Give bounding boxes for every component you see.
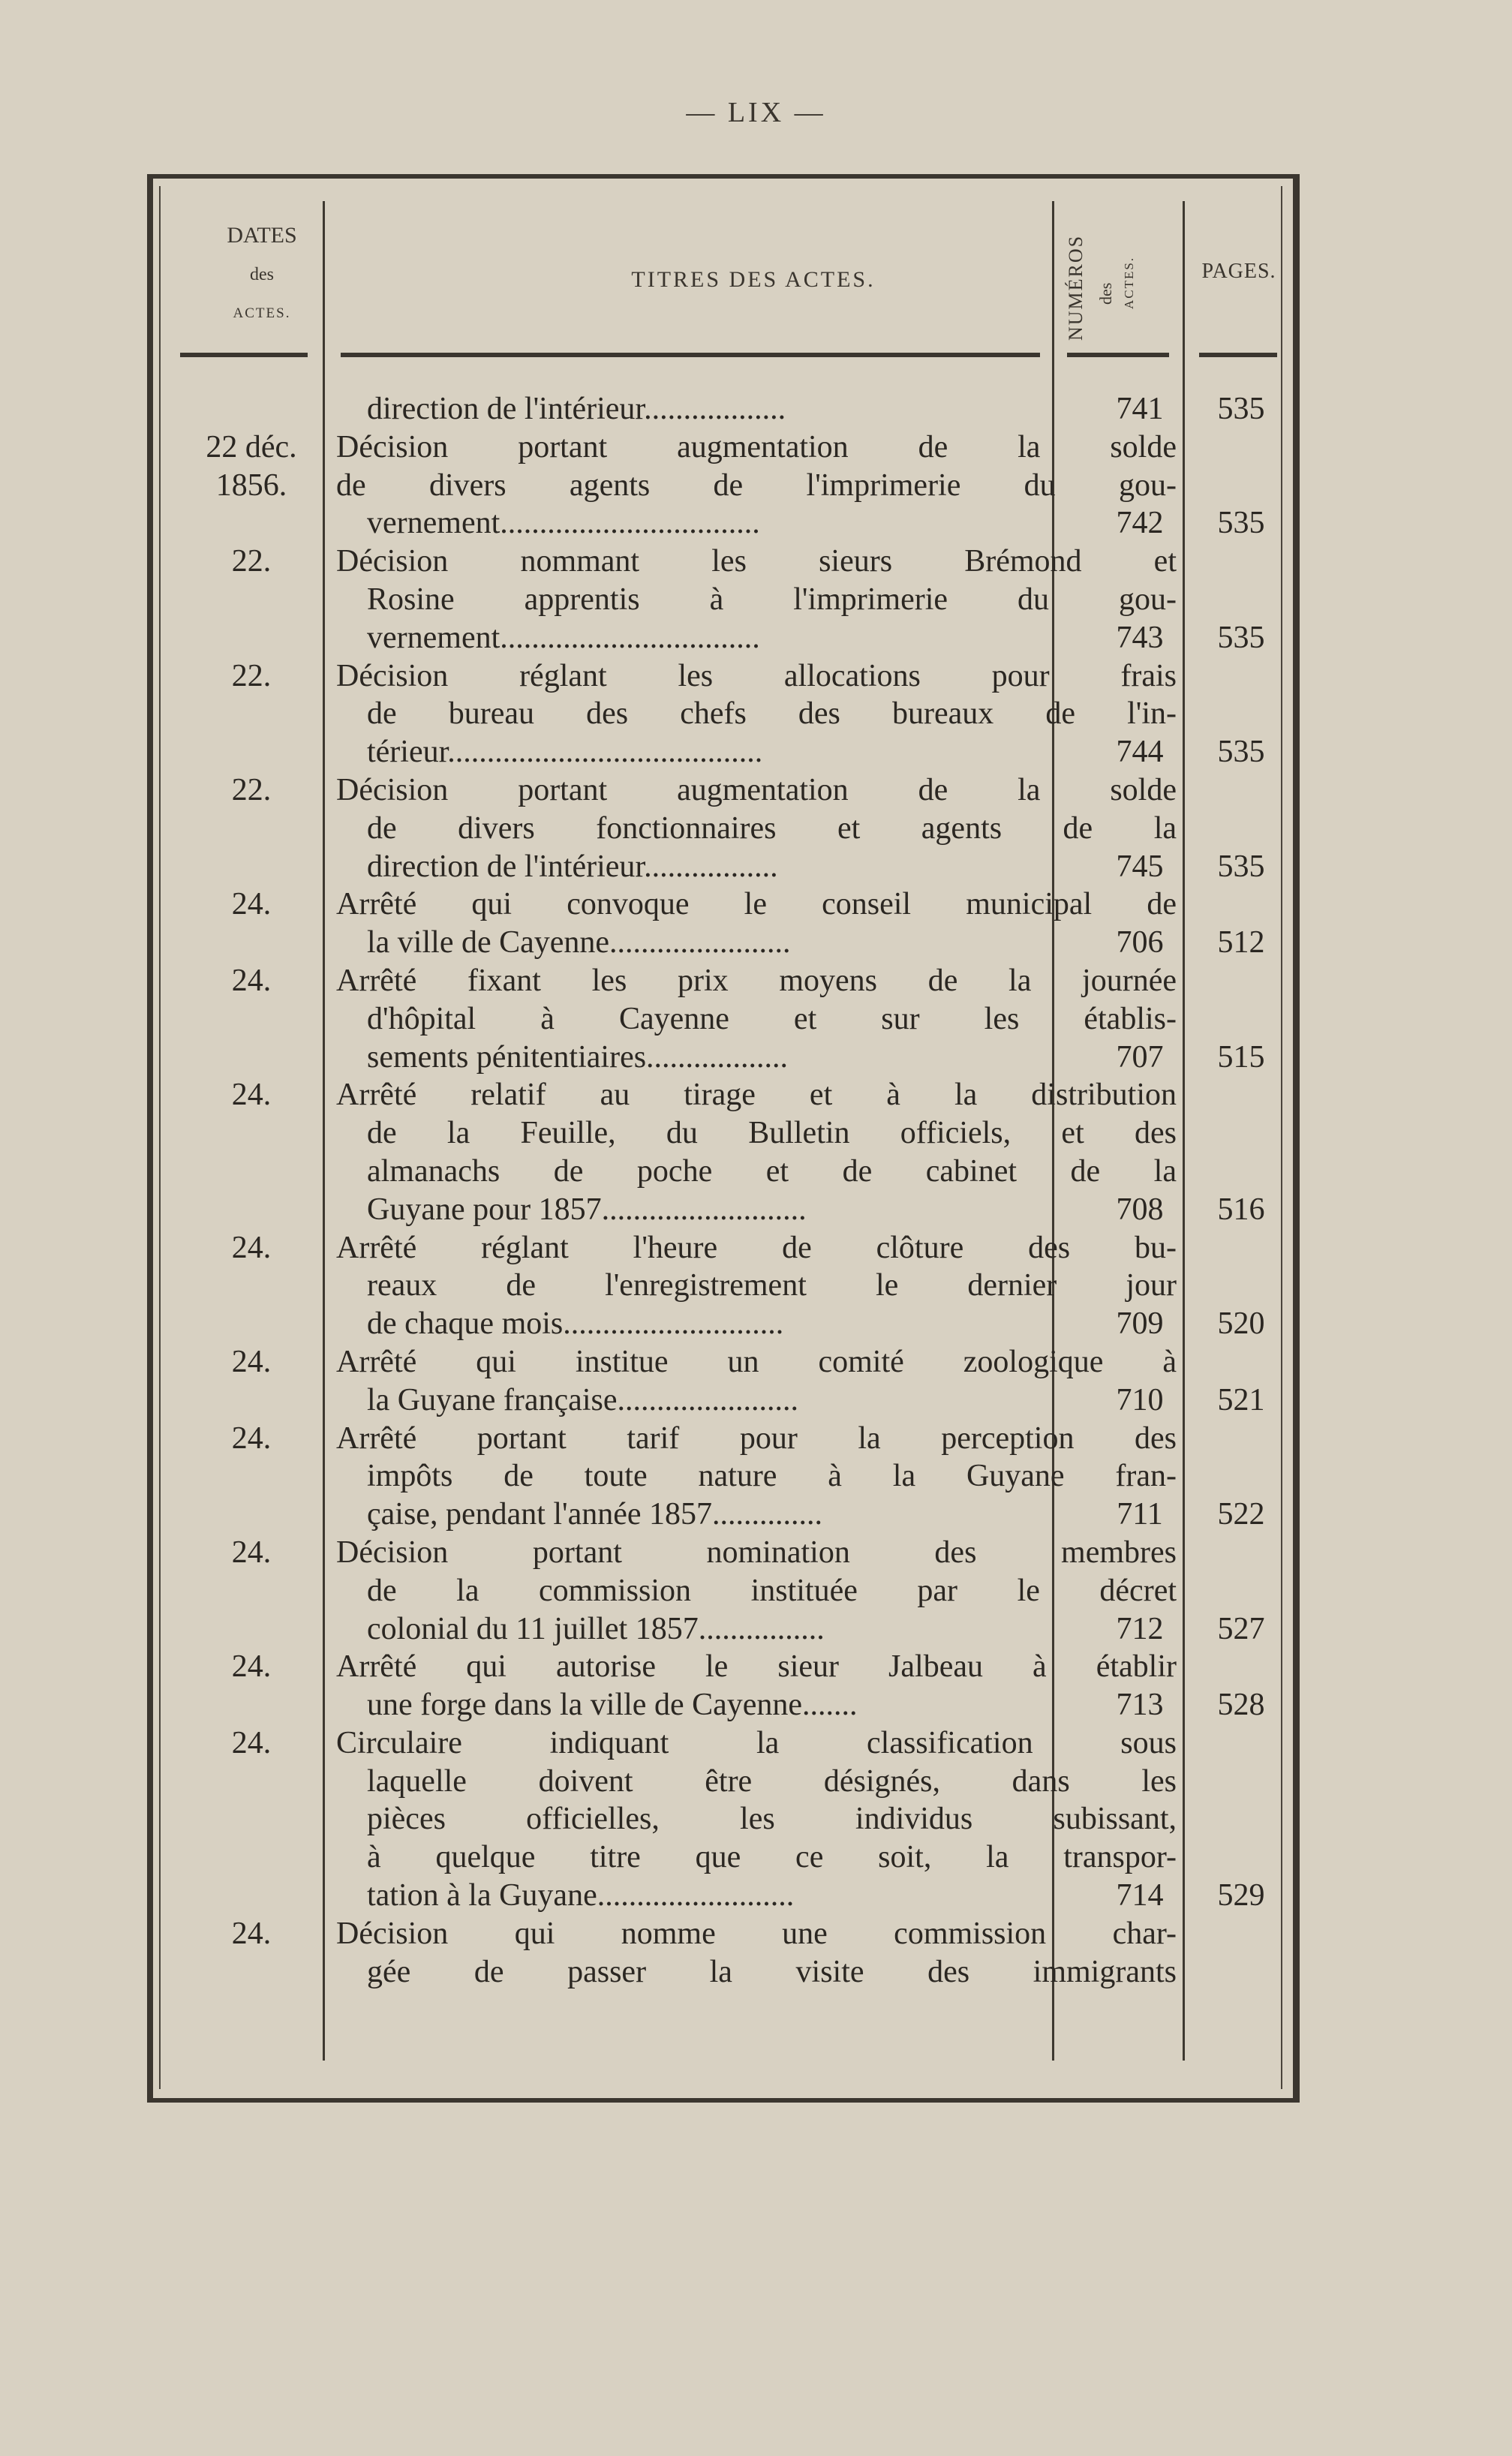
act-title: Arrêté qui autorise le sieur Jalbeau à établir (336, 1649, 1177, 1685)
act-title: Décision portant augmentation de la solde (336, 772, 1177, 807)
header-pages: PAGES. (1201, 260, 1276, 283)
table-body (153, 390, 1306, 1991)
act-page: 535 (1217, 735, 1265, 770)
act-page: 529 (1217, 1878, 1265, 1913)
act-title: gée de passer la visite des immigrants (367, 1954, 1177, 1989)
act-title: la Guyane française....................... (367, 1382, 798, 1417)
table-line (153, 848, 1306, 886)
table-line (153, 1153, 1306, 1191)
table-line (153, 1076, 1306, 1114)
act-date: 22 déc. (206, 429, 297, 464)
act-page: 516 (1217, 1192, 1265, 1227)
act-title: Arrêté réglant l'heure de clôture des bu- (336, 1230, 1177, 1265)
act-page: 535 (1217, 506, 1265, 541)
table-line (153, 1457, 1306, 1496)
act-page: 527 (1217, 1611, 1265, 1646)
act-number: 714 (1116, 1878, 1164, 1913)
header-dates (180, 216, 344, 333)
act-title: Rosine apprentis à l'imprimerie du gou- (367, 582, 1177, 617)
act-title: de chaque mois............................ (367, 1306, 784, 1342)
act-title: d'hôpital à Cayenne et sur les établis- (367, 1001, 1177, 1036)
act-date: 24. (231, 1078, 272, 1113)
act-date: 22. (231, 544, 272, 579)
table-line (153, 1838, 1306, 1877)
act-number: 742 (1116, 506, 1164, 541)
act-date: 22. (231, 772, 272, 807)
table-line (153, 1343, 1306, 1381)
act-title: Arrêté relatif au tirage et à la distribution (336, 1078, 1177, 1113)
table-line (153, 1915, 1306, 1953)
act-date: 24. (231, 887, 272, 922)
act-date: 24. (231, 1535, 272, 1570)
table-line (153, 657, 1306, 696)
act-date: 24. (231, 1649, 272, 1685)
act-page: 515 (1217, 1039, 1265, 1075)
table-line (153, 1877, 1306, 1915)
act-title: Décision réglant les allocations pour frais (336, 658, 1177, 693)
table-line (153, 1800, 1306, 1838)
header-numbers-line1: NUMÉROS (1065, 234, 1087, 341)
act-number: 745 (1116, 849, 1164, 884)
act-title: sements pénitentiaires.................. (367, 1039, 789, 1075)
act-number: 711 (1117, 1497, 1163, 1532)
table-line (153, 1724, 1306, 1763)
table-line (153, 1305, 1306, 1343)
act-title: Circulaire indiquant la classification sous (336, 1725, 1177, 1760)
table-line (153, 1381, 1306, 1420)
table-line (153, 1686, 1306, 1724)
table-line (153, 962, 1306, 1000)
table-line (153, 1534, 1306, 1572)
act-title: direction de l'intérieur................. (367, 849, 778, 884)
act-title: Arrêté qui institue un comité zoologique à (336, 1344, 1177, 1379)
act-title: direction de l'intérieur.................. (367, 392, 786, 426)
act-title: une forge dans la ville de Cayenne....... (367, 1688, 858, 1723)
act-title: Décision portant nomination des membres (336, 1535, 1177, 1570)
act-number: 743 (1116, 620, 1164, 655)
act-page: 535 (1217, 392, 1265, 426)
act-page: 535 (1217, 620, 1265, 655)
index-table (147, 174, 1300, 2103)
header-rule-numbers (1067, 353, 1169, 357)
act-page: 521 (1217, 1382, 1265, 1417)
act-title: colonial du 11 juillet 1857................ (367, 1611, 825, 1646)
act-number: 712 (1116, 1611, 1164, 1646)
act-title: vernement................................. (367, 620, 760, 655)
table-line (153, 1114, 1306, 1153)
table-line (153, 581, 1306, 619)
table-line (153, 695, 1306, 733)
act-page: 535 (1217, 849, 1265, 884)
page-number-header: — LIX — (686, 97, 826, 128)
table-line (153, 1953, 1306, 1992)
act-title: Arrêté portant tarif pour la perception des (336, 1420, 1177, 1456)
table-line (153, 1191, 1306, 1229)
act-title: de divers agents de l'imprimerie du gou- (336, 467, 1177, 503)
act-date: 22. (231, 658, 272, 693)
table-line (153, 771, 1306, 810)
act-date: 24. (231, 1344, 272, 1379)
act-page: 512 (1217, 925, 1265, 960)
act-number: 741 (1116, 392, 1164, 426)
table-line (153, 619, 1306, 657)
table-line (153, 810, 1306, 848)
act-title: de la commission instituée par le décret (367, 1573, 1177, 1608)
act-title: çaise, pendant l'année 1857.............. (367, 1497, 823, 1532)
act-title: de la Feuille, du Bulletin officiels, et des (367, 1116, 1177, 1151)
act-title: Arrêté qui convoque le conseil municipal de (336, 887, 1177, 922)
act-page: 522 (1217, 1497, 1265, 1532)
act-number: 710 (1116, 1382, 1164, 1417)
act-title: de bureau des chefs des bureaux de l'in- (367, 696, 1177, 732)
act-title: Arrêté fixant les prix moyens de la journée (336, 963, 1177, 998)
header-titles: TITRES DES ACTES. (631, 267, 876, 292)
act-number: 744 (1116, 735, 1164, 770)
table-line (153, 1496, 1306, 1534)
table-line (153, 504, 1306, 543)
table-line (153, 428, 1306, 467)
table-line (153, 1229, 1306, 1267)
act-date: 24. (231, 1420, 272, 1456)
act-title: térieur........................................ (367, 735, 763, 770)
act-page: 520 (1217, 1306, 1265, 1342)
act-title: tation à la Guyane......................... (367, 1878, 795, 1913)
act-number: 709 (1116, 1306, 1164, 1342)
act-number: 708 (1116, 1192, 1164, 1227)
act-number: 713 (1116, 1688, 1164, 1723)
act-title: reaux de l'enregistrement le dernier jour (367, 1268, 1177, 1303)
header-dates-line1: DATES (227, 223, 297, 248)
act-title: Décision nommant les sieurs Brémond et (336, 544, 1177, 579)
act-title: à quelque titre que ce soit, la transpor- (367, 1840, 1177, 1875)
act-date: 1856. (215, 467, 287, 503)
act-number: 707 (1116, 1039, 1164, 1075)
table-line (153, 1039, 1306, 1077)
header-numbers (1057, 209, 1177, 344)
table-line (153, 1000, 1306, 1039)
table-line (153, 1267, 1306, 1305)
act-title: impôts de toute nature à la Guyane fran- (367, 1459, 1177, 1494)
act-title: laquelle doivent être désignés, dans les (367, 1763, 1177, 1799)
table-line (153, 1420, 1306, 1458)
act-title: almanachs de poche et de cabinet de la (367, 1153, 1177, 1189)
header-numbers-line2: des (1096, 282, 1115, 305)
table-line (153, 1648, 1306, 1686)
act-title: vernement................................. (367, 506, 760, 541)
table-line (153, 543, 1306, 581)
header-dates-line2: des (250, 265, 274, 284)
header-rule-titles (341, 353, 1040, 357)
table-line (153, 1610, 1306, 1649)
table-line (153, 390, 1306, 428)
table-line (153, 1763, 1306, 1801)
table-line (153, 885, 1306, 924)
header-rule-pages (1199, 353, 1277, 357)
header-rule-dates (180, 353, 308, 357)
table-line (153, 1572, 1306, 1610)
act-page: 528 (1217, 1688, 1265, 1723)
act-title: la ville de Cayenne....................... (367, 925, 791, 960)
act-title: Décision qui nomme une commission char- (336, 1916, 1177, 1951)
table-line (153, 924, 1306, 962)
act-title: pièces officielles, les individus subissant, (367, 1802, 1177, 1837)
act-title: de divers fonctionnaires et agents de la (367, 810, 1177, 846)
act-date: 24. (231, 1230, 272, 1265)
act-date: 24. (231, 963, 272, 998)
table-line (153, 733, 1306, 771)
act-title: Guyane pour 1857.......................... (367, 1192, 807, 1227)
act-title: Décision portant augmentation de la solde (336, 429, 1177, 464)
act-date: 24. (231, 1725, 272, 1760)
header-numbers-line3: ACTES. (1122, 256, 1136, 309)
act-number: 706 (1116, 925, 1164, 960)
act-date: 24. (231, 1916, 272, 1951)
table-line (153, 467, 1306, 505)
header-dates-line3: ACTES. (233, 305, 291, 321)
